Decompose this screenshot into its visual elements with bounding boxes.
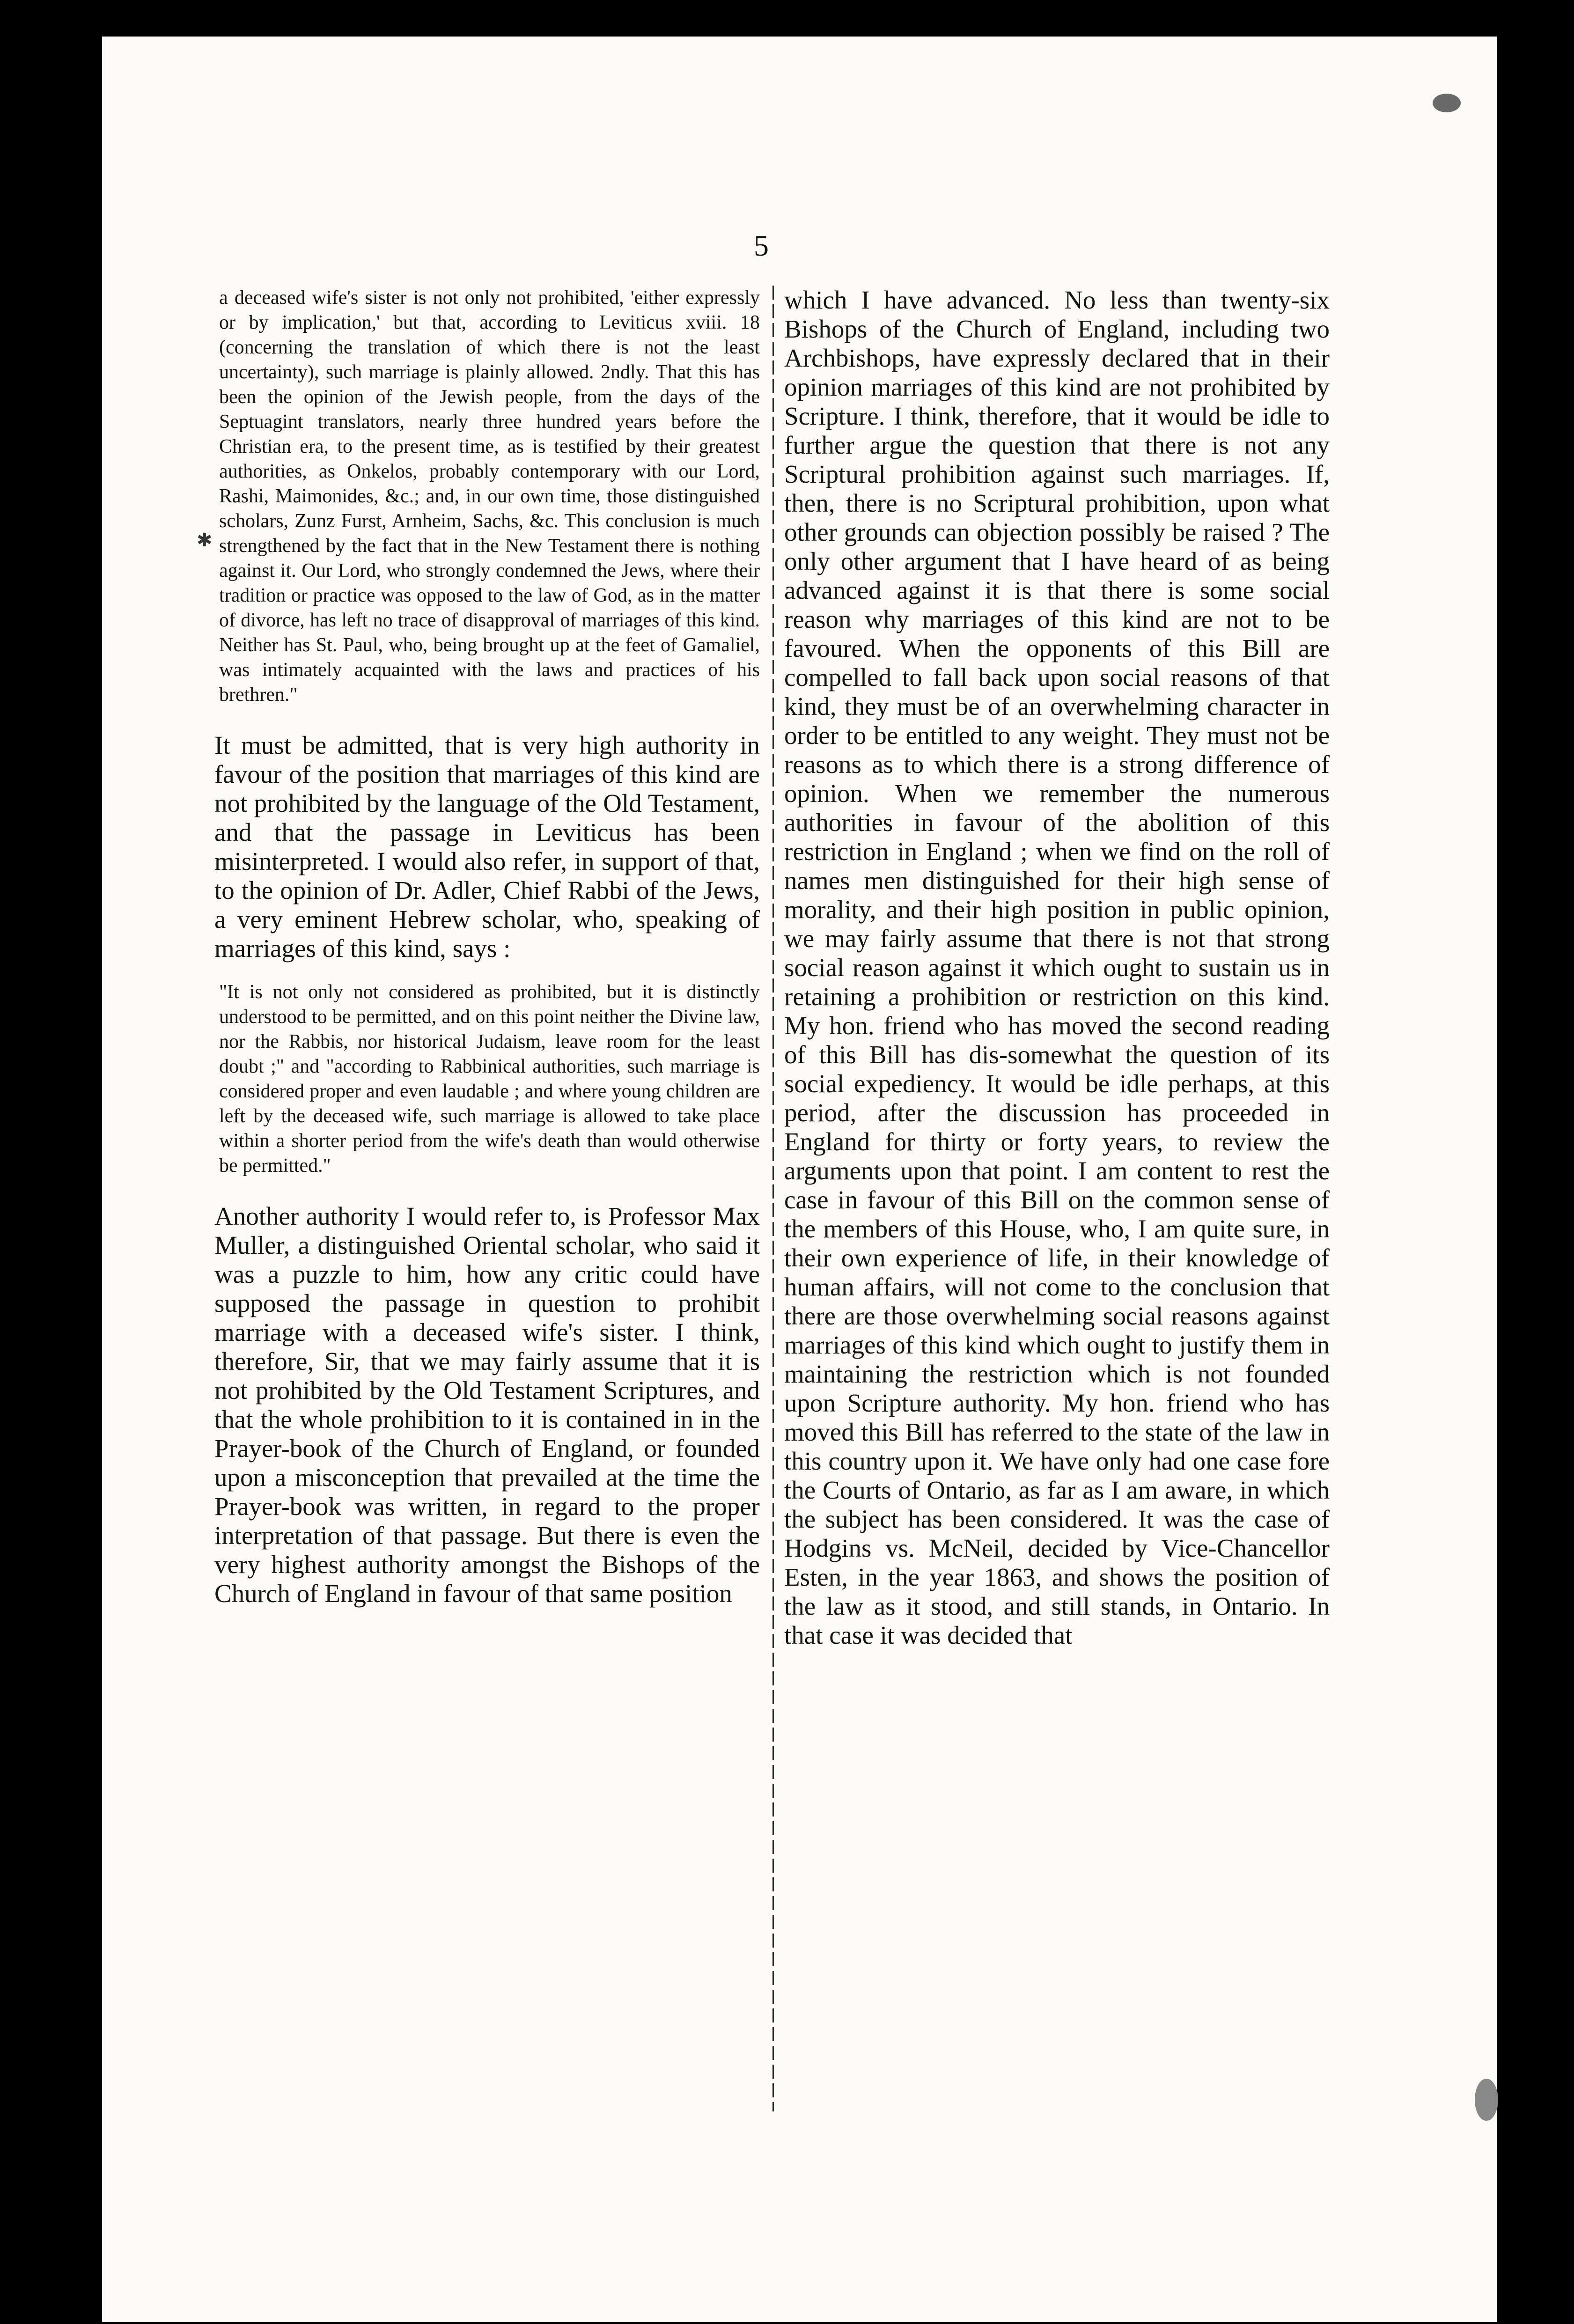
scan-speck <box>1433 94 1461 112</box>
right-column <box>784 286 1330 1650</box>
quotation-block-1: a deceased wife's sister is not only not prohibited, 'either expressly or by implication,' but that, according to Leviticus xviii. 18 (concerning the translation of which there is not the least uncertainty), such marriage is plainly allowed. 2ndly. That this has been the opinion of the Jewish people, from the days of the Septuagint translators, nearly three hundred years before the Christian era, to the present time, as is testified by their greatest authorities, as Onkelos, probably contemporary with our Lord, Rashi, Maimonides, &c.; and, in our own time, those distinguished scholars, Zunz Furst, Arnheim, Sachs, &c. This conclusion is much strengthened by the fact that in the New Testament there is nothing against it. Our Lord, who strongly condemned the Jews, where their tradition or practice was opposed to the law of God, as in the matter of divorce, has left no trace of disapproval of marriages of this kind. Neither has St. Paul, who, being brought up at the feet of Gamaliel, was intimately acquainted with the laws and practices of his brethren." <box>219 287 760 706</box>
column-divider <box>772 286 774 2111</box>
margin-mark: ✱ <box>197 530 213 551</box>
page-number: 5 <box>754 229 769 262</box>
paragraph-left-2: Another authority I would refer to, is Professor Max Muller, a distinguished Oriental scholar, who said it was a puzzle to him, how any critic could have supposed the passage in question to prohibit marriage with a deceased wife's sister. I think, therefore, Sir, that we may fairly assume that it is not prohibited by the Old Testament Scriptures, and that the whole prohibition to it is contained in in the Prayer-book of the Church of England, or founded upon a misconception that prevailed at the time the Prayer-book was written, in regard to the proper interpretation of that passage. But there is even the very highest authority amongst the Bishops of the Church of England in favour of that same position <box>214 1202 760 1608</box>
quotation-block-2: "It is not only not considered as prohibited, but it is distinctly understood to be permitted, and on this point neither the Divine law, nor the Rabbis, nor historical Judaism, leave room for the least doubt ;" and "according to Rabbinical authorities, such marriage is considered proper and even laudable ; and where young children are left by the deceased wife, such marriage is allowed to take place within a shorter period from the wife's death than would otherwise be permitted." <box>219 981 760 1177</box>
scan-speck <box>1475 2079 1498 2121</box>
paragraph-left-1: It must be admitted, that is very high authority in favour of the position that marriages of this kind are not prohibited by the language of the Old Testament, and that the passage in Leviticus has been misinterpreted. I would also refer, in support of that, to the opinion of Dr. Adler, Chief Rabbi of the Jews, a very eminent Hebrew scholar, who, speaking of marriages of this kind, says : <box>214 731 760 963</box>
paragraph-right-1: which I have advanced. No less than twenty-six Bishops of the Church of England, including two Archbishops, have expressly declared that in their opinion marriages of this kind are not prohibited by Scripture. I think, therefore, that it would be idle to further argue the question that there is not any Scriptural prohibition against such marriages. If, then, there is no Scriptural prohibition, upon what other grounds can objection possibly be raised ? The only other argument that I have heard of as being advanced against it is that there is some social reason why marriages of this kind are not to be favoured. When the opponents of this Bill are compelled to fall back upon social reasons of that kind, they must be of an overwhelming character in order to be entitled to any weight. They must not be reasons as to which there is a strong difference of opinion. When we remember the numerous authorities in favour of the abolition of this restriction in England ; when we find on the roll of names men distinguished for their high sense of morality, and their high position in public opinion, we may fairly assume that there is not that strong social reason against it which ought to sustain us in retaining a prohibition or restriction on this kind. My hon. friend who has moved the second reading of this Bill has dis-somewhat the question of its social expediency. It would be idle perhaps, at this period, after the discussion has proceeded in England for thirty or forty years, to review the arguments upon that point. I am content to rest the case in favour of this Bill on the common sense of the members of this House, who, I am quite sure, in their own experience of life, in their knowledge of human affairs, will not come to the conclusion that there are those overwhelming social reasons against marriages of this kind which ought to justify them in maintaining the restriction which is not founded upon Scripture authority. My hon. friend who has moved this Bill has referred to the state of the law in this country upon it. We have only had one case fore the Courts of Ontario, as far as I am aware, in which the subject has been considered. It was the case of Hodgins vs. McNeil, decided by Vice-Chancellor Esten, in the year 1863, and shows the position of the law as it stood, and still stands, in Ontario. In that case it was decided that <box>784 286 1330 1649</box>
left-column <box>214 286 760 1608</box>
